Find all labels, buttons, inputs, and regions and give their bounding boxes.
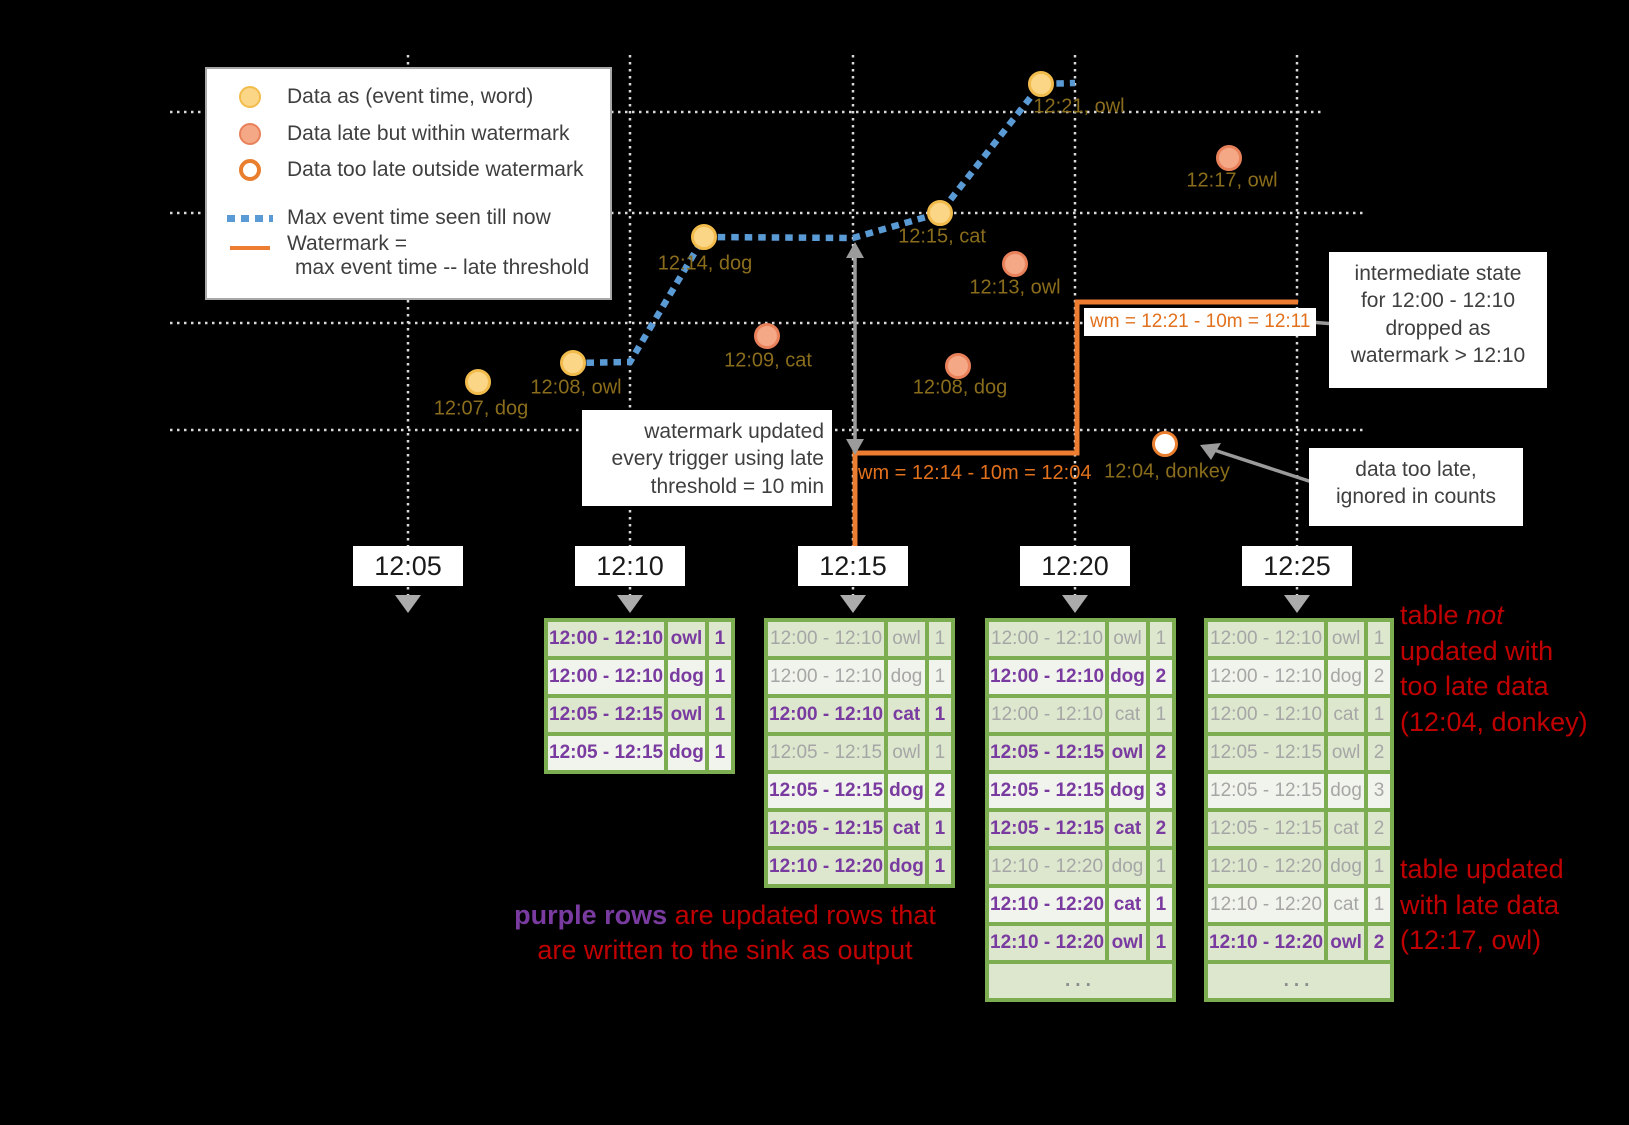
legend-item-on-time <box>227 80 604 114</box>
watermark-formula-1: wm = 12:14 - 10m = 12:04 <box>858 462 1092 484</box>
table-row: 12:10 - 12:20 dog 1 <box>1208 850 1390 884</box>
axis-tick-12:15: 12:15 <box>798 546 908 586</box>
legend-label: Data late but within watermark <box>287 122 570 145</box>
legend-item-watermark <box>227 232 604 296</box>
arrow-up-icon <box>846 242 864 258</box>
table-row-ellipsis: ... <box>989 964 1172 998</box>
axis-tick-12:10: 12:10 <box>575 546 685 586</box>
table-row: 12:05 - 12:15 owl 1 <box>768 736 951 770</box>
data-point-on-time <box>467 371 490 394</box>
table-row: 12:00 - 12:10 cat 1 <box>989 698 1172 732</box>
data-point-on-time <box>1030 73 1053 96</box>
data-point-on-time <box>693 226 716 249</box>
result-table-12:20 <box>985 618 1176 1002</box>
result-table-12:25 <box>1204 618 1394 1002</box>
data-point-label: 12:09, cat <box>724 349 812 372</box>
axis-tick-12:20: 12:20 <box>1020 546 1130 586</box>
table-row-ellipsis: ... <box>1208 964 1390 998</box>
trigger-arrowhead-icon <box>395 595 421 613</box>
table-row: 12:10 - 12:20 owl 1 <box>989 926 1172 960</box>
legend-label: Data too late outside watermark <box>287 158 584 181</box>
table-row: 12:10 - 12:20 cat 1 <box>1208 888 1390 922</box>
table-row: 12:00 - 12:10 owl 1 <box>989 622 1172 656</box>
watermark-line <box>855 302 1298 546</box>
data-point-label: 12:13, owl <box>969 276 1061 299</box>
data-point-label: 12:04, donkey <box>1104 460 1230 483</box>
table-row: 12:00 - 12:10 dog 1 <box>768 660 951 694</box>
data-point-label: 12:15, cat <box>898 225 986 248</box>
table-row: 12:00 - 12:10 dog 2 <box>989 660 1172 694</box>
on-time-dot-icon <box>227 86 273 108</box>
result-table-12:15 <box>764 618 955 888</box>
table-row: 12:00 - 12:10 owl 1 <box>768 622 951 656</box>
data-point-label: 12:17, owl <box>1186 169 1278 192</box>
table-row: 12:10 - 12:20 cat 1 <box>989 888 1172 922</box>
caption-not-updated: table not updated with too late data (12:04, donkey) <box>1400 600 1588 737</box>
max-event-time-line <box>573 83 1075 363</box>
trigger-arrowhead-icon <box>617 595 643 613</box>
data-point-label: 12:21, owl <box>1033 95 1125 118</box>
axis-tick-12:05: 12:05 <box>353 546 463 586</box>
data-point-label: 12:08, dog <box>912 376 1008 399</box>
table-row: 12:05 - 12:15 owl 2 <box>1208 736 1390 770</box>
axis-tick-12:25: 12:25 <box>1242 546 1352 586</box>
watermark-line-icon <box>227 246 273 250</box>
table-row: 12:10 - 12:20 dog 1 <box>989 850 1172 884</box>
late-dot-icon <box>227 123 273 145</box>
legend <box>205 67 612 300</box>
table-row: 12:05 - 12:15 dog 1 <box>548 736 731 770</box>
caption-updated-late: table updated with late data (12:17, owl) <box>1400 854 1564 956</box>
data-point-on-time <box>929 202 952 225</box>
table-row: 12:05 - 12:15 cat 1 <box>768 812 951 846</box>
too-late-ring-icon <box>227 159 273 181</box>
table-row: 12:05 - 12:15 owl 1 <box>548 698 731 732</box>
data-point-late-within-watermark <box>756 325 779 348</box>
trigger-arrowhead-icon <box>840 595 866 613</box>
data-point-late-within-watermark <box>1218 147 1241 170</box>
data-point-too-late <box>1154 433 1177 456</box>
trigger-arrowhead-icon <box>1062 595 1088 613</box>
max-event-time-line-icon <box>227 215 273 222</box>
table-row: 12:05 - 12:15 cat 2 <box>1208 812 1390 846</box>
note-intermediate-state: intermediate state for 12:00 - 12:10 dropped as watermark > 12:10 <box>1329 252 1547 388</box>
data-point-label: 12:07, dog <box>433 397 529 420</box>
table-row: 12:05 - 12:15 dog 3 <box>989 774 1172 808</box>
table-row: 12:05 - 12:15 owl 2 <box>989 736 1172 770</box>
legend-label: Watermark = max event time -- late threshold <box>287 232 590 279</box>
data-point-late-within-watermark <box>947 355 970 378</box>
table-row: 12:05 - 12:15 dog 2 <box>768 774 951 808</box>
table-row: 12:00 - 12:10 owl 1 <box>548 622 731 656</box>
data-point-label: 12:08, owl <box>530 376 622 399</box>
table-row: 12:00 - 12:10 cat 1 <box>768 698 951 732</box>
legend-label: Max event time seen till now <box>287 206 551 229</box>
data-point-late-within-watermark <box>1004 253 1027 276</box>
note-data-too-late: data too late, ignored in counts <box>1309 448 1523 526</box>
data-point-label: 12:14, dog <box>657 252 753 275</box>
legend-label: Data as (event time, word) <box>287 85 534 108</box>
table-row: 12:05 - 12:15 cat 2 <box>989 812 1172 846</box>
table-row: 12:00 - 12:10 cat 1 <box>1208 698 1390 732</box>
trigger-arrowhead-icon <box>1284 595 1310 613</box>
table-row: 12:10 - 12:20 dog 1 <box>768 850 951 884</box>
result-table-12:10 <box>544 618 735 774</box>
data-point-on-time <box>562 352 585 375</box>
legend-item-late <box>227 117 604 151</box>
table-row: 12:00 - 12:10 dog 1 <box>548 660 731 694</box>
table-row: 12:00 - 12:10 dog 2 <box>1208 660 1390 694</box>
note-trigger-threshold: watermark updated every trigger using late threshold = 10 min <box>582 410 832 506</box>
table-row: 12:05 - 12:15 dog 3 <box>1208 774 1390 808</box>
legend-item-max-event-time <box>227 201 604 235</box>
watermark-formula-2: wm = 12:21 - 10m = 12:11 <box>1084 308 1316 336</box>
legend-item-too-late <box>227 153 604 187</box>
table-row: 12:10 - 12:20 owl 2 <box>1208 926 1390 960</box>
table-row: 12:00 - 12:10 owl 1 <box>1208 622 1390 656</box>
caption-purple-rows: purple rows are updated rows that are written to the sink as output <box>514 900 936 966</box>
